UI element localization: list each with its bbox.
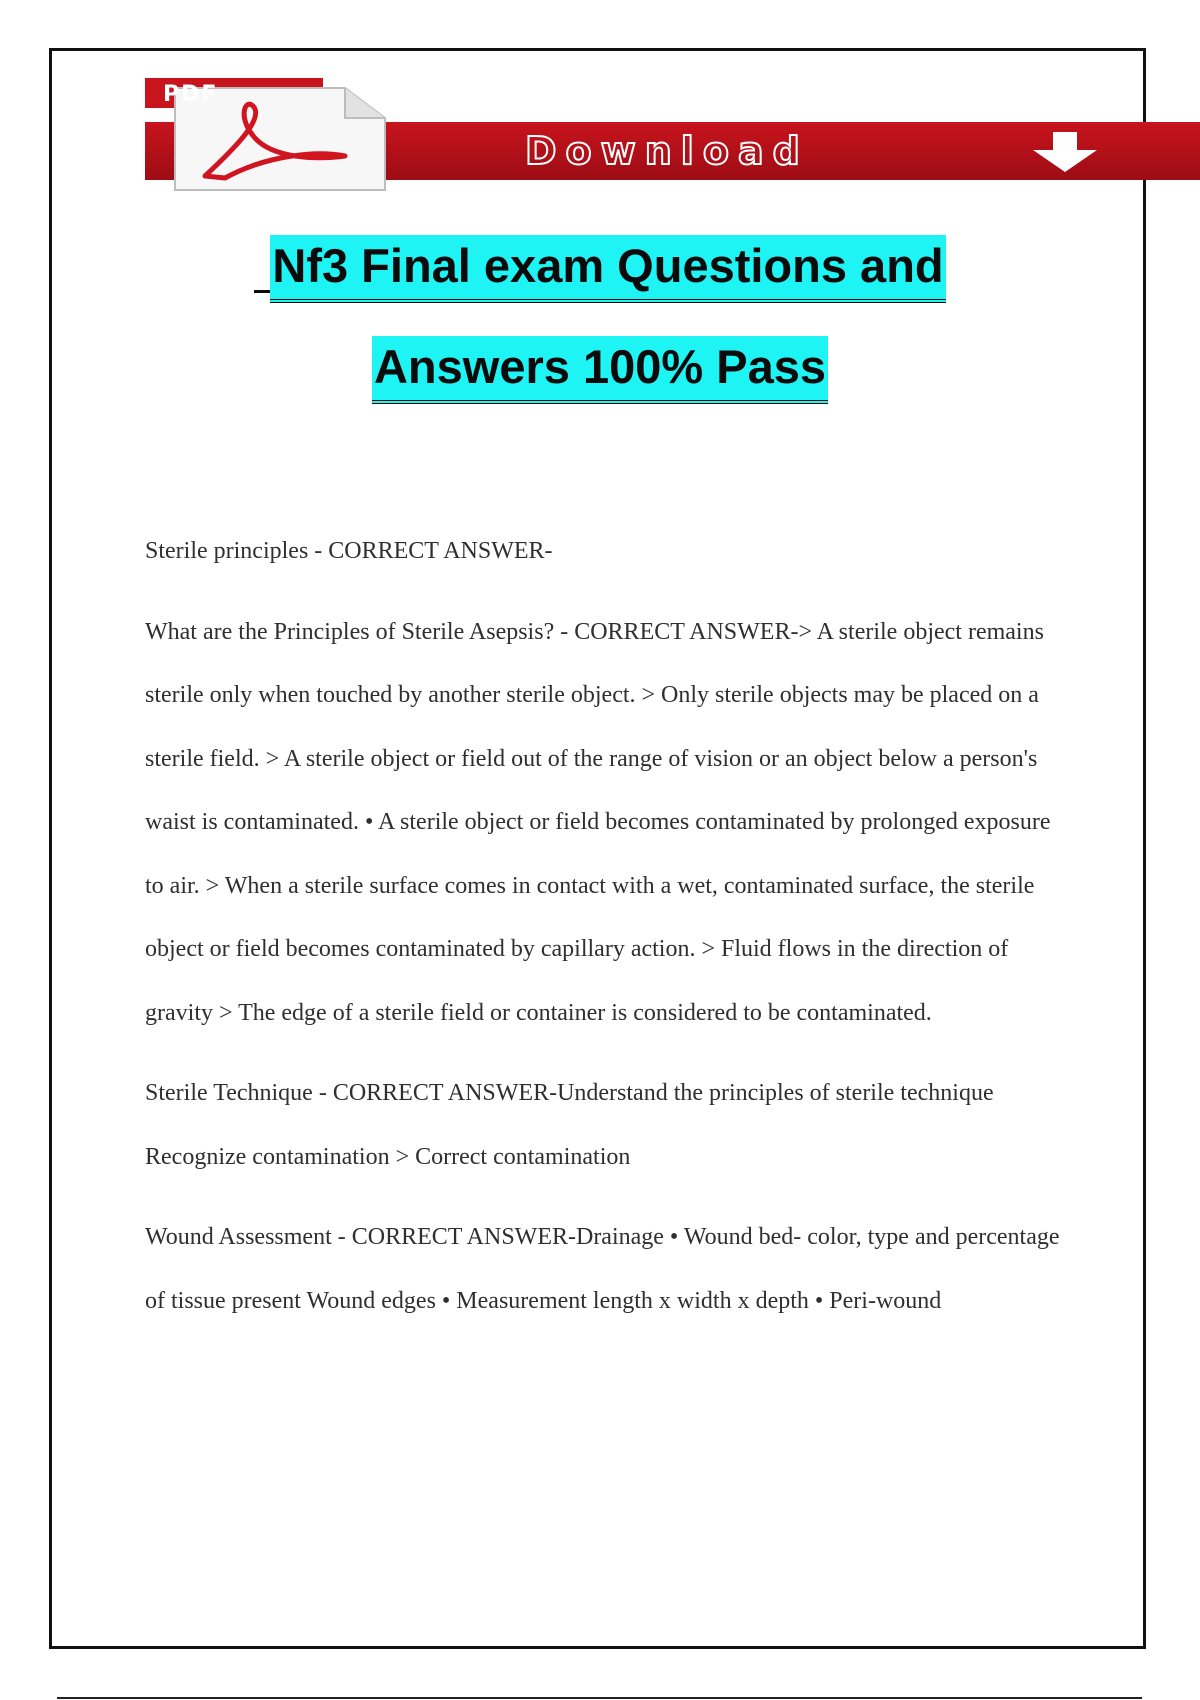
qa-paragraph: What are the Principles of Sterile Asepsis? - CORRECT ANSWER-> A sterile object remains sterile only when touched by another sterile object. > Only sterile objects may be placed on a sterile field. > A sterile object or field out of the range of vision or an object below a person's waist is contaminated. • A sterile object or field becomes contaminated by prolonged exposure to air. > When a sterile surface comes in contact with a wet, contaminated surface, the sterile object or field becomes contaminated by capillary action. > Fluid flows in the direction of gravity > The edge of a sterile field or container is considered to be contaminated. [145,618,1051,1026]
qa-paragraph: Wound Assessment - CORRECT ANSWER-Drainage • Wound bed- color, type and percentage of tissue present Wound edges • Measurement length x width x depth • Peri-wound [145,1224,1060,1314]
pdf-label: PDF [163,82,219,107]
document-body [145,520,1065,1350]
document-title-line-1: Nf3 Final exam Questions and [270,235,945,303]
qa-paragraph: Sterile principles - CORRECT ANSWER- [145,538,553,564]
download-arrow-icon[interactable] [1025,130,1105,174]
title-line-1-wrapper [60,235,1140,303]
download-label[interactable]: Download [525,129,809,173]
footer-rule [57,1697,1142,1699]
document-title-line-2: Answers 100% Pass [372,336,828,404]
title-line-2-wrapper [60,336,1140,404]
qa-paragraph: Sterile Technique - CORRECT ANSWER-Understand the principles of sterile technique Recognize contamination > Correct contamination [145,1080,994,1170]
pdf-download-banner[interactable] [145,78,1200,198]
